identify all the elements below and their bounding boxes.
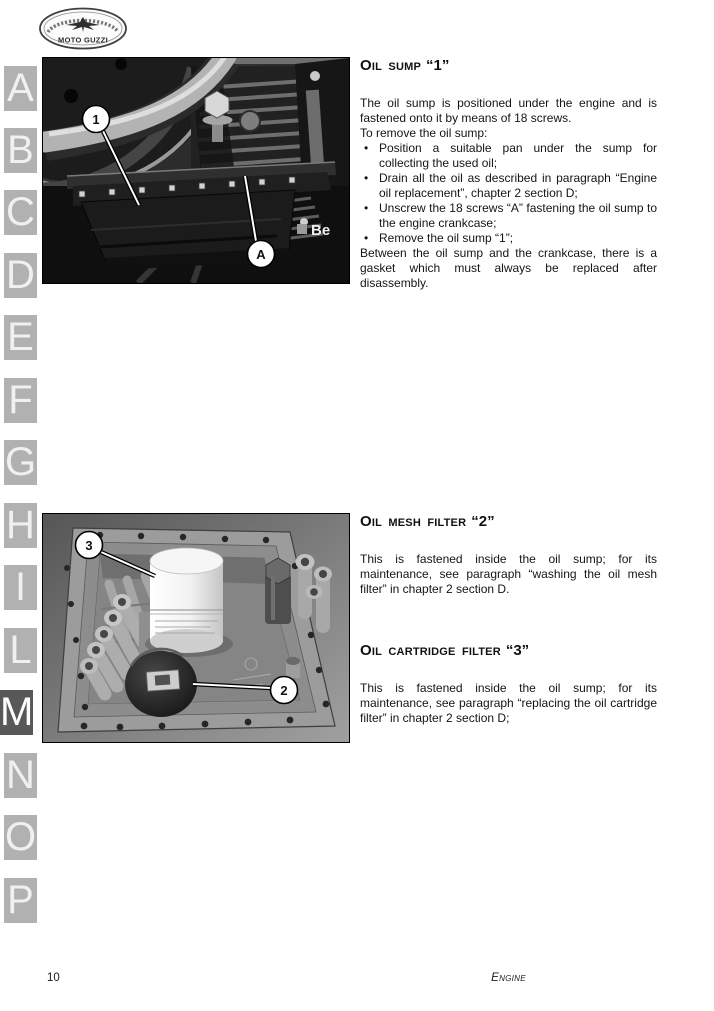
chapter-title: Engine: [491, 972, 526, 984]
heading-ref: “1”: [426, 57, 450, 74]
brand-logo: [36, 5, 130, 52]
bullet-dot: •: [364, 201, 369, 215]
heading-text: Oil cartridge filter: [360, 642, 501, 659]
bullet-item: [360, 141, 657, 171]
background-sign-text: Be: [311, 222, 331, 239]
section-oil-cartridge-filter: [360, 642, 657, 726]
heading-text: Oil mesh filter: [360, 513, 467, 530]
bullet-text: Drain all the oil as described in paragraph “Engine oil replacement”, chapter 2 section D;: [379, 171, 657, 200]
section-tab-d: D: [4, 253, 37, 298]
heading-ref: “2”: [471, 513, 495, 530]
section-tab-p: P: [4, 878, 37, 923]
section-tab-h: H: [4, 503, 37, 548]
bullet-item: [360, 231, 657, 246]
paragraph: Between the oil sump and the crankcase, there is a gasket which must always be replaced after disassembly.: [360, 246, 657, 290]
paragraph: The oil sump is positioned under the engine and is fastened onto it by means of 18 screws.: [360, 96, 657, 125]
page-number: 10: [47, 972, 60, 984]
callout-2-label: 2: [280, 683, 288, 698]
oil-cartridge-filter: [150, 548, 223, 653]
heading-text: Oil sump: [360, 57, 421, 74]
paragraph: This is fastened inside the oil sump; for its maintenance, see paragraph “replacing the oil cartridge filter” in chapter 2 section D;: [360, 681, 657, 725]
oil-sump-photo: [42, 57, 350, 284]
bullet-dot: •: [364, 171, 369, 185]
section-heading: [360, 513, 657, 531]
bullet-text: Position a suitable pan under the sump for collecting the used oil;: [379, 141, 657, 170]
section-tab-m: M: [0, 690, 34, 734]
bullet-dot: •: [364, 141, 369, 155]
section-heading: [360, 642, 657, 660]
bullet-dot: •: [364, 231, 369, 245]
bullet-text: Remove the oil sump “1”;: [379, 231, 514, 245]
section-oil-mesh-filter: [360, 513, 657, 597]
section-tab-f: F: [4, 378, 37, 423]
callout-a-label: A: [256, 247, 266, 262]
section-tab-n: N: [4, 753, 37, 798]
section-tab-i: I: [4, 565, 37, 610]
bullet-item: [360, 201, 657, 231]
section-tab-e: E: [4, 315, 37, 360]
section-tab-b: B: [4, 128, 37, 173]
section-tab-o: O: [4, 815, 37, 859]
moto-guzzi-logo-graphic: [36, 5, 130, 52]
section-tab-g: G: [4, 440, 37, 484]
bullet-text: Unscrew the 18 screws “A” fastening the oil sump to the engine crankcase;: [379, 201, 657, 230]
sump-interior-photo: [42, 513, 350, 743]
brand-name: MOTO GUZZI: [58, 35, 108, 45]
callout-1-label: 1: [92, 112, 100, 127]
heading-ref: “3”: [505, 642, 530, 659]
section-tab-a: A: [4, 66, 37, 111]
callout-3-label: 3: [85, 538, 93, 553]
paragraph: To remove the oil sump:: [360, 126, 488, 140]
section-heading: [360, 57, 657, 75]
section-tab-l: L: [4, 628, 37, 673]
section-oil-sump: [360, 57, 657, 291]
bullet-item: [360, 171, 657, 201]
paragraph: This is fastened inside the oil sump; for its maintenance, see paragraph “washing the oil mesh filter” in chapter 2 section D.: [360, 552, 657, 596]
section-tab-c: C: [4, 190, 37, 235]
